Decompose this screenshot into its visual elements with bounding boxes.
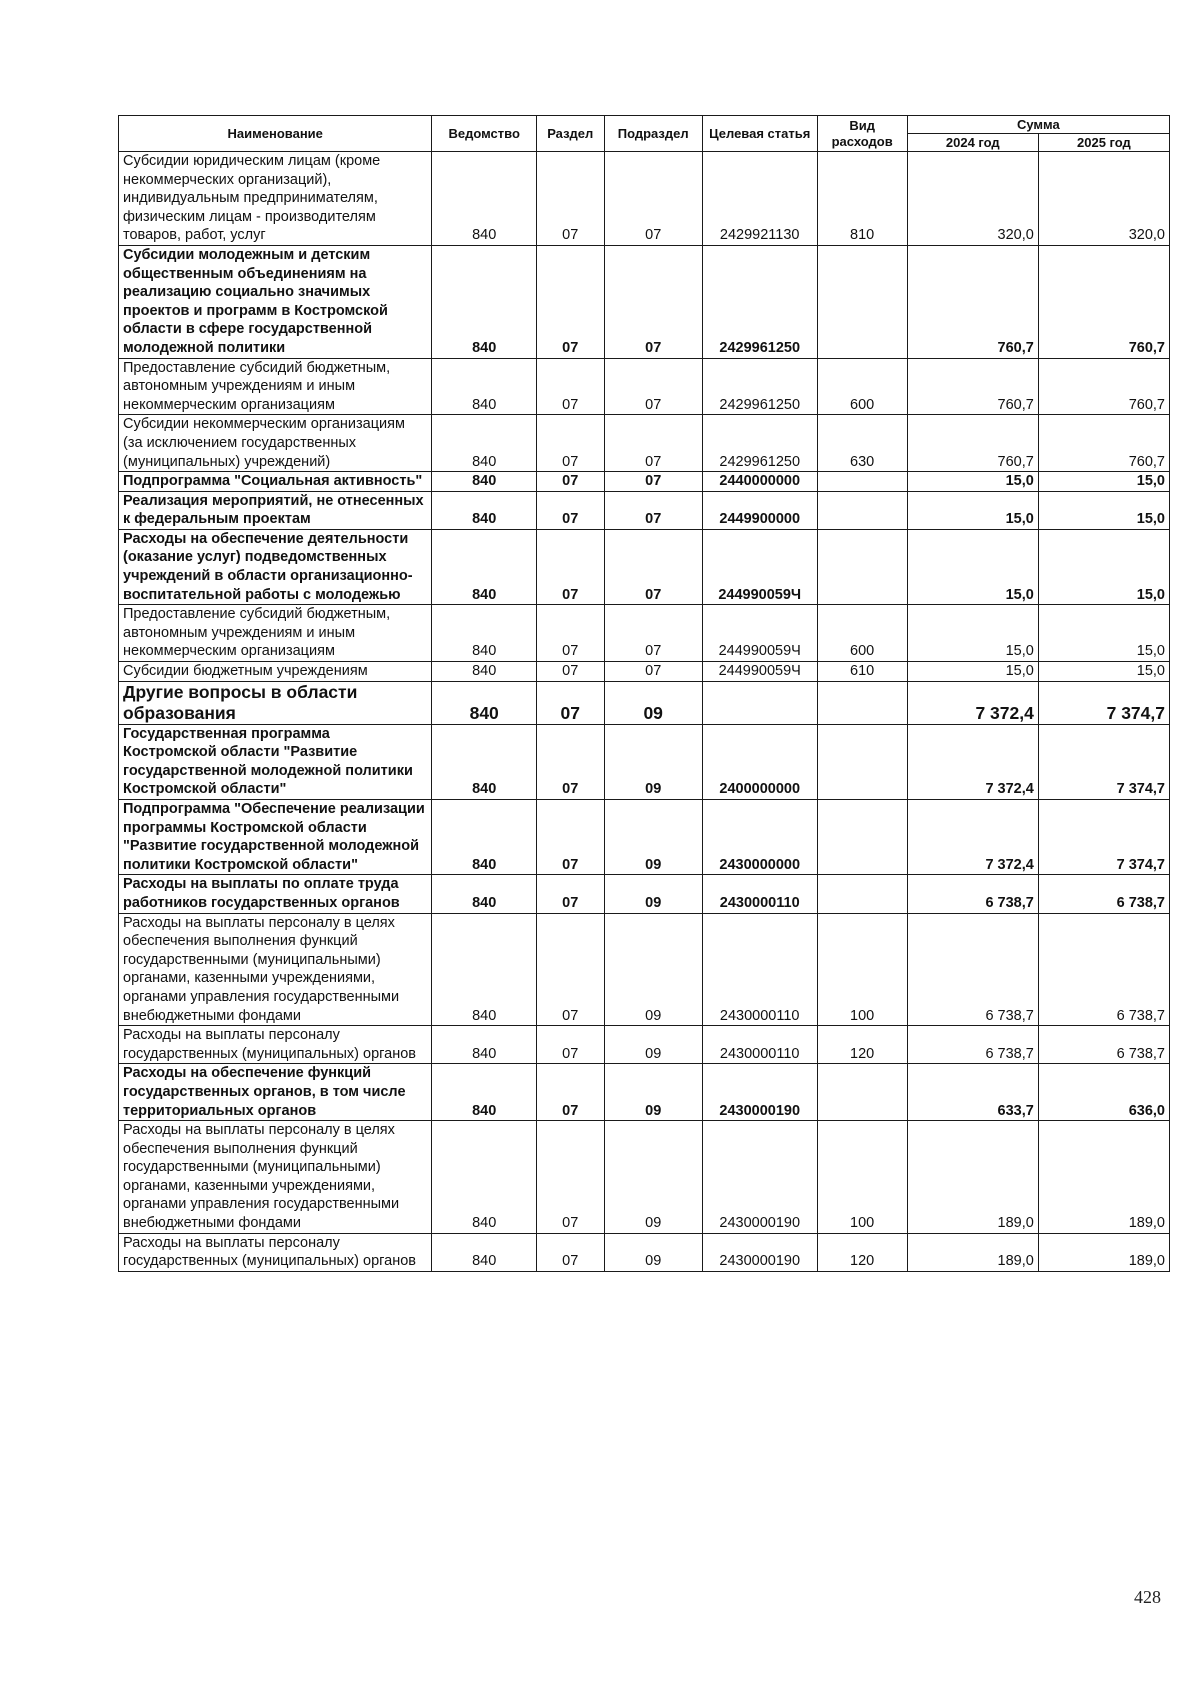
- row-podrazdel: 09: [604, 875, 702, 913]
- row-name: Предоставление субсидий бюджетным, автономным учреждениям и иным некоммерческим организациям: [119, 605, 432, 662]
- row-razdel: 07: [536, 662, 604, 682]
- row-podrazdel: 09: [604, 1026, 702, 1064]
- row-tselevaya-statya: 2429921130: [702, 152, 817, 246]
- row-sum-2024: 15,0: [907, 662, 1038, 682]
- table-row: [119, 472, 1170, 492]
- row-sum-2025: 15,0: [1038, 491, 1169, 529]
- row-tselevaya-statya: 2400000000: [702, 724, 817, 799]
- row-podrazdel: 07: [604, 529, 702, 604]
- row-sum-2024: 7 372,4: [907, 681, 1038, 724]
- row-podrazdel: 09: [604, 1064, 702, 1121]
- row-sum-2025: 760,7: [1038, 358, 1169, 415]
- row-vedomstvo: 840: [432, 1064, 536, 1121]
- row-tselevaya-statya: [702, 681, 817, 724]
- row-vedomstvo: 840: [432, 800, 536, 875]
- row-sum-2025: 636,0: [1038, 1064, 1169, 1121]
- row-sum-2024: 7 372,4: [907, 800, 1038, 875]
- table-row: [119, 1121, 1170, 1234]
- row-name: Расходы на выплаты персоналу государственных (муниципальных) органов: [119, 1233, 432, 1271]
- row-sum-2024: 633,7: [907, 1064, 1038, 1121]
- row-sum-2025: 15,0: [1038, 472, 1169, 492]
- row-name: Расходы на обеспечение деятельности (оказание услуг) подведомственных учреждений в области организационно-воспитательной работы с молодежью: [119, 529, 432, 604]
- row-vedomstvo: 840: [432, 358, 536, 415]
- row-tselevaya-statya: 2440000000: [702, 472, 817, 492]
- row-podrazdel: 07: [604, 472, 702, 492]
- row-sum-2024: 189,0: [907, 1233, 1038, 1271]
- row-tselevaya-statya: 2430000190: [702, 1233, 817, 1271]
- row-sum-2024: 15,0: [907, 529, 1038, 604]
- row-razdel: 07: [536, 913, 604, 1026]
- table-row: [119, 529, 1170, 604]
- row-razdel: 07: [536, 491, 604, 529]
- row-name: Субсидии бюджетным учреждениям: [119, 662, 432, 682]
- row-sum-2024: 15,0: [907, 491, 1038, 529]
- table-row: [119, 681, 1170, 724]
- row-vid-raskhodov: [817, 875, 907, 913]
- row-tselevaya-statya: 2430000190: [702, 1121, 817, 1234]
- row-razdel: 07: [536, 1233, 604, 1271]
- row-sum-2025: 189,0: [1038, 1233, 1169, 1271]
- row-razdel: 07: [536, 245, 604, 358]
- table-row: [119, 245, 1170, 358]
- row-vid-raskhodov: [817, 681, 907, 724]
- row-vid-raskhodov: 600: [817, 358, 907, 415]
- row-podrazdel: 07: [604, 491, 702, 529]
- row-vid-raskhodov: [817, 1064, 907, 1121]
- row-vid-raskhodov: [817, 724, 907, 799]
- row-vedomstvo: 840: [432, 1026, 536, 1064]
- table-body: [119, 152, 1170, 1272]
- row-podrazdel: 09: [604, 1233, 702, 1271]
- row-podrazdel: 07: [604, 415, 702, 472]
- header-vid-raskhodov: Вид расходов: [817, 116, 907, 152]
- row-vedomstvo: 840: [432, 724, 536, 799]
- row-razdel: 07: [536, 472, 604, 492]
- table-row: [119, 913, 1170, 1026]
- row-razdel: 07: [536, 415, 604, 472]
- row-tselevaya-statya: 2430000190: [702, 1064, 817, 1121]
- row-razdel: 07: [536, 1064, 604, 1121]
- row-name: Реализация мероприятий, не отнесенных к федеральным проектам: [119, 491, 432, 529]
- row-name: Субсидии некоммерческим организациям (за исключением государственных (муниципальных) учреждений): [119, 415, 432, 472]
- row-sum-2024: 760,7: [907, 415, 1038, 472]
- row-sum-2025: 760,7: [1038, 245, 1169, 358]
- row-tselevaya-statya: 2430000000: [702, 800, 817, 875]
- row-razdel: 07: [536, 605, 604, 662]
- row-sum-2025: 760,7: [1038, 415, 1169, 472]
- row-vedomstvo: 840: [432, 152, 536, 246]
- row-sum-2024: 6 738,7: [907, 1026, 1038, 1064]
- table-row: [119, 415, 1170, 472]
- table-row: [119, 1233, 1170, 1271]
- row-podrazdel: 09: [604, 724, 702, 799]
- row-podrazdel: 09: [604, 1121, 702, 1234]
- row-tselevaya-statya: 2430000110: [702, 913, 817, 1026]
- table-row: [119, 724, 1170, 799]
- row-sum-2025: 15,0: [1038, 605, 1169, 662]
- row-vid-raskhodov: 120: [817, 1026, 907, 1064]
- row-tselevaya-statya: 244990059Ч: [702, 605, 817, 662]
- row-sum-2025: 7 374,7: [1038, 800, 1169, 875]
- row-sum-2025: 6 738,7: [1038, 875, 1169, 913]
- row-vid-raskhodov: [817, 245, 907, 358]
- row-vedomstvo: 840: [432, 662, 536, 682]
- row-vedomstvo: 840: [432, 875, 536, 913]
- row-vid-raskhodov: 100: [817, 1121, 907, 1234]
- row-vid-raskhodov: 100: [817, 913, 907, 1026]
- row-razdel: 07: [536, 800, 604, 875]
- row-vid-raskhodov: 120: [817, 1233, 907, 1271]
- page-number: 428: [1134, 1587, 1161, 1607]
- row-tselevaya-statya: 2449900000: [702, 491, 817, 529]
- row-vid-raskhodov: [817, 472, 907, 492]
- row-vedomstvo: 840: [432, 415, 536, 472]
- table-row: [119, 358, 1170, 415]
- row-name: Подпрограмма "Социальная активность": [119, 472, 432, 492]
- row-vedomstvo: 840: [432, 529, 536, 604]
- row-vid-raskhodov: 810: [817, 152, 907, 246]
- row-sum-2025: 189,0: [1038, 1121, 1169, 1234]
- row-tselevaya-statya: 2430000110: [702, 1026, 817, 1064]
- row-sum-2025: 320,0: [1038, 152, 1169, 246]
- row-tselevaya-statya: 2429961250: [702, 415, 817, 472]
- row-sum-2025: 6 738,7: [1038, 913, 1169, 1026]
- table-row: [119, 800, 1170, 875]
- row-sum-2024: 15,0: [907, 472, 1038, 492]
- table-row: [119, 491, 1170, 529]
- table-row: [119, 605, 1170, 662]
- row-sum-2025: 7 374,7: [1038, 681, 1169, 724]
- row-vid-raskhodov: [817, 800, 907, 875]
- row-sum-2024: 7 372,4: [907, 724, 1038, 799]
- row-vedomstvo: 840: [432, 245, 536, 358]
- row-vid-raskhodov: [817, 529, 907, 604]
- row-razdel: 07: [536, 1026, 604, 1064]
- table-row: [119, 662, 1170, 682]
- row-sum-2024: 760,7: [907, 358, 1038, 415]
- row-podrazdel: 09: [604, 681, 702, 724]
- budget-table: [118, 115, 1170, 1272]
- row-name: Государственная программа Костромской области "Развитие государственной молодежной политики Костромской области": [119, 724, 432, 799]
- row-name: Подпрограмма "Обеспечение реализации программы Костромской области "Развитие государственной молодежной политики Костромской области": [119, 800, 432, 875]
- header-vedomstvo: Ведомство: [432, 116, 536, 152]
- header-year-2024: 2024 год: [907, 134, 1038, 152]
- row-podrazdel: 07: [604, 662, 702, 682]
- row-name: Расходы на выплаты персоналу в целях обеспечения выполнения функций государственными (муниципальными) органами, казенными учреждениями, органами управления государственными внебюджетными фондами: [119, 913, 432, 1026]
- row-name: Расходы на выплаты персоналу в целях обеспечения выполнения функций государственными (муниципальными) органами, казенными учреждениями, органами управления государственными внебюджетными фондами: [119, 1121, 432, 1234]
- row-razdel: 07: [536, 529, 604, 604]
- row-sum-2025: 6 738,7: [1038, 1026, 1169, 1064]
- header-year-2025: 2025 год: [1038, 134, 1169, 152]
- row-vedomstvo: 840: [432, 681, 536, 724]
- table-row: [119, 875, 1170, 913]
- row-name: Расходы на выплаты персоналу государственных (муниципальных) органов: [119, 1026, 432, 1064]
- row-razdel: 07: [536, 875, 604, 913]
- row-sum-2024: 760,7: [907, 245, 1038, 358]
- row-tselevaya-statya: 244990059Ч: [702, 662, 817, 682]
- row-podrazdel: 07: [604, 245, 702, 358]
- header-razdel: Раздел: [536, 116, 604, 152]
- row-vedomstvo: 840: [432, 491, 536, 529]
- row-tselevaya-statya: 2429961250: [702, 358, 817, 415]
- row-podrazdel: 09: [604, 800, 702, 875]
- row-sum-2024: 6 738,7: [907, 913, 1038, 1026]
- row-name: Другие вопросы в области образования: [119, 681, 432, 724]
- row-razdel: 07: [536, 152, 604, 246]
- row-razdel: 07: [536, 1121, 604, 1234]
- row-name: Субсидии молодежным и детским общественным объединениям на реализацию социально значимых проектов и программ в Костромской области в сфере государственной молодежной политики: [119, 245, 432, 358]
- row-vid-raskhodov: 630: [817, 415, 907, 472]
- header-summa: Сумма: [907, 116, 1169, 134]
- row-vedomstvo: 840: [432, 605, 536, 662]
- row-name: Расходы на выплаты по оплате труда работников государственных органов: [119, 875, 432, 913]
- row-tselevaya-statya: 2430000110: [702, 875, 817, 913]
- table-header: [119, 116, 1170, 152]
- row-name: Расходы на обеспечение функций государственных органов, в том числе территориальных органов: [119, 1064, 432, 1121]
- header-podrazdel: Подраздел: [604, 116, 702, 152]
- row-sum-2024: 15,0: [907, 605, 1038, 662]
- row-podrazdel: 07: [604, 605, 702, 662]
- row-vedomstvo: 840: [432, 1121, 536, 1234]
- row-razdel: 07: [536, 724, 604, 799]
- row-tselevaya-statya: 2429961250: [702, 245, 817, 358]
- header-tselevaya-statya: Целевая статья: [702, 116, 817, 152]
- row-razdel: 07: [536, 358, 604, 415]
- row-name: Субсидии юридическим лицам (кроме некоммерческих организаций), индивидуальным предпринимателям, физическим лицам - производителям товаров, работ, услуг: [119, 152, 432, 246]
- table-row: [119, 152, 1170, 246]
- row-sum-2024: 320,0: [907, 152, 1038, 246]
- row-name: Предоставление субсидий бюджетным, автономным учреждениям и иным некоммерческим организациям: [119, 358, 432, 415]
- row-vedomstvo: 840: [432, 1233, 536, 1271]
- row-podrazdel: 09: [604, 913, 702, 1026]
- row-podrazdel: 07: [604, 152, 702, 246]
- row-vid-raskhodov: [817, 491, 907, 529]
- row-sum-2025: 15,0: [1038, 529, 1169, 604]
- table-row: [119, 1026, 1170, 1064]
- row-tselevaya-statya: 244990059Ч: [702, 529, 817, 604]
- row-vedomstvo: 840: [432, 913, 536, 1026]
- row-vid-raskhodov: 610: [817, 662, 907, 682]
- row-podrazdel: 07: [604, 358, 702, 415]
- row-vedomstvo: 840: [432, 472, 536, 492]
- row-sum-2025: 15,0: [1038, 662, 1169, 682]
- row-sum-2024: 189,0: [907, 1121, 1038, 1234]
- row-vid-raskhodov: 600: [817, 605, 907, 662]
- row-razdel: 07: [536, 681, 604, 724]
- header-name: Наименование: [119, 116, 432, 152]
- table-row: [119, 1064, 1170, 1121]
- row-sum-2024: 6 738,7: [907, 875, 1038, 913]
- row-sum-2025: 7 374,7: [1038, 724, 1169, 799]
